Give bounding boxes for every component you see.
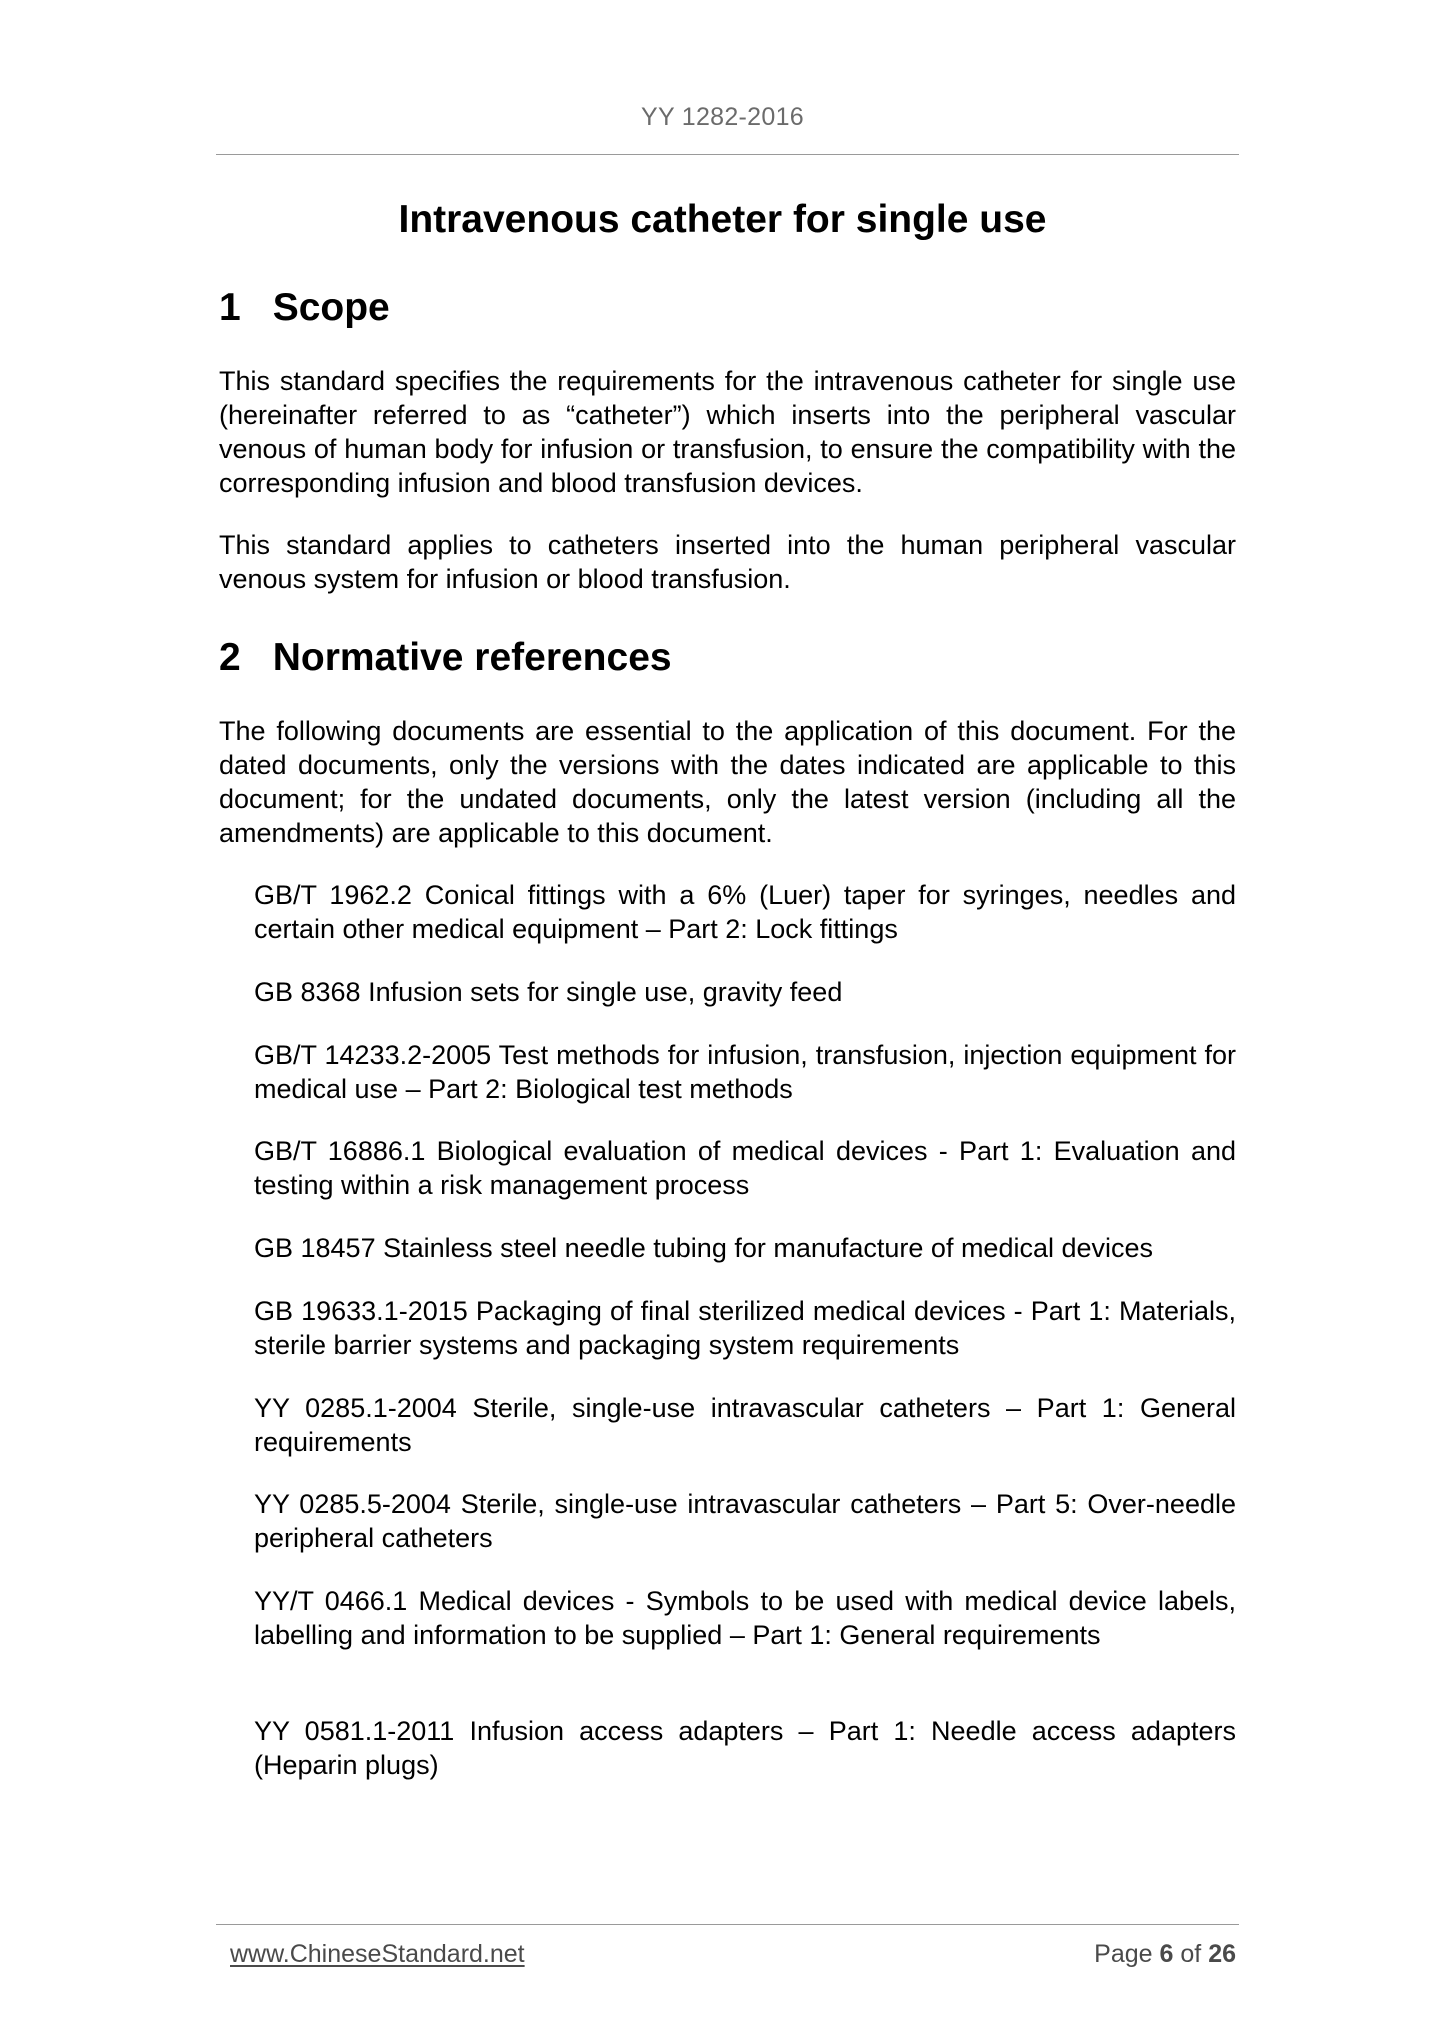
reference-item: YY 0285.1-2004 Sterile, single-use intravascular catheters – Part 1: General requirements [254, 1393, 1236, 1457]
section-heading-scope [219, 286, 390, 330]
header-standard-code: YY 1282-2016 [641, 103, 804, 131]
page-of: of [1180, 1940, 1202, 1968]
section-heading-normative-references [219, 636, 672, 680]
header-divider [216, 154, 1239, 155]
page-current: 6 [1159, 1940, 1174, 1968]
reference-item: GB 8368 Infusion sets for single use, gravity feed [254, 977, 843, 1007]
reference-item: GB/T 1962.2 Conical fittings with a 6% (Luer) taper for syringes, needles and certain other medical equipment – Part 2: Lock fittings [254, 880, 1236, 944]
reference-item: YY/T 0466.1 Medical devices - Symbols to be used with medical device labels, labelling and information to be supplied – Part 1: General requirements [254, 1586, 1236, 1650]
reference-item: GB 19633.1-2015 Packaging of final sterilized medical devices - Part 1: Materials, sterile barrier systems and packaging system requirements [254, 1296, 1236, 1360]
section-number: 2 [219, 636, 241, 679]
page-prefix: Page [1094, 1940, 1153, 1968]
document-title: Intravenous catheter for single use [398, 198, 1047, 241]
paragraph: This standard specifies the requirements for the intravenous catheter for single use (hereinafter referred to as “catheter”) which inserts into the peripheral vascular venous of human body for infusion or transfusion, to ensure the compatibility with the corresponding infusion and blood transfusion devices. [219, 366, 1236, 498]
section-number: 1 [219, 286, 241, 329]
reference-item: YY 0581.1-2011 Infusion access adapters – Part 1: Needle access adapters (Heparin plugs) [254, 1716, 1236, 1780]
footer-divider [216, 1924, 1239, 1925]
footer-website-link[interactable]: www.ChineseStandard.net [230, 1940, 525, 1968]
section-title: Scope [272, 286, 390, 329]
paragraph: This standard applies to catheters inserted into the human peripheral vascular venous system for infusion or blood transfusion. [219, 530, 1236, 594]
paragraph: The following documents are essential to the application of this document. For the dated documents, only the versions with the dates indicated are applicable to this document; for the undated documents, only the latest version (including all the amendments) are applicable to this document. [219, 716, 1236, 848]
reference-item: GB 18457 Stainless steel needle tubing for manufacture of medical devices [254, 1233, 1154, 1263]
reference-item: GB/T 16886.1 Biological evaluation of medical devices - Part 1: Evaluation and testing within a risk management process [254, 1136, 1236, 1200]
reference-item: YY 0285.5-2004 Sterile, single-use intravascular catheters – Part 5: Over-needle peripheral catheters [254, 1489, 1236, 1553]
page-total: 26 [1208, 1940, 1236, 1968]
reference-item: GB/T 14233.2-2005 Test methods for infusion, transfusion, injection equipment for medical use – Part 2: Biological test methods [254, 1040, 1236, 1104]
page-indicator [1094, 1940, 1236, 1969]
section-title: Normative references [272, 636, 672, 679]
